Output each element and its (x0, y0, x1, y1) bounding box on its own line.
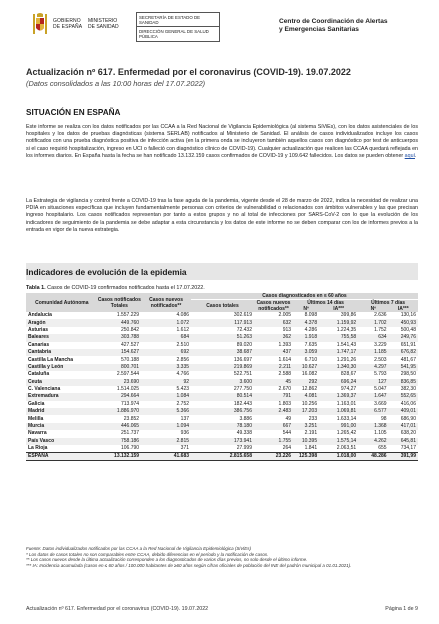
strategy-paragraph: La Estrategia de vigilancia y control frente a COVID-19 tras la fase aguda de la pandemia, vigente desde el 28 de marzo de 2022, indica la necesidad de realizar una PDIA en situaciones específicas que incluyen fundamentalmente personas con criterios de vulnerabilidad o relacionados con ámbitos vulnerables y las que precisan ingreso hospitalario. Los casos notificados representan por tanto a estos grupos y no al total de infecciones por SARS-CoV-2 con lo que la evolución de los indicadores de seguimiento de la pandemia se debe adaptar a esta circunstancia y los datos de este informe no se deben comparar con los de informes previos a la entrada en vigor de la nueva estrategia. (26, 198, 418, 233)
table-cell: 277.750 (233, 386, 252, 393)
table-cell: 48.286 (358, 453, 388, 461)
table-cell: 1.747,17 (319, 349, 358, 356)
cell-ccaa: Castilla y León (26, 364, 98, 371)
table-cell: 974,27 (340, 386, 357, 393)
table-cell: 500,48 (400, 326, 416, 333)
table-cell: 1.018,00 (319, 453, 358, 461)
table-cell: 409,01 (389, 408, 418, 415)
table-row (26, 312, 418, 319)
table-cell: 2.815 (141, 438, 191, 445)
table-cell: 10.395 (293, 438, 319, 445)
table-cell: 154.627 (98, 349, 141, 356)
table-cell: 1.755 (254, 438, 293, 445)
table-cell: 416,06 (400, 400, 416, 407)
table-cell: 399,86 (340, 312, 357, 319)
table-cell: 522.751 (233, 371, 252, 378)
cell-ccaa: Aragón (26, 319, 98, 326)
table-cell: 2.670 (278, 386, 292, 393)
table-cell: 1.340,30 (319, 364, 358, 371)
table-cell: 2.503 (374, 356, 387, 363)
table-cell: 233 (308, 415, 318, 422)
cell-ccaa: Ceuta (26, 379, 98, 386)
table-cell: 655 (378, 445, 387, 452)
table-cell: 1.918 (293, 334, 319, 341)
cases-table (26, 293, 418, 461)
table-cell: 1.163,01 (336, 400, 357, 407)
table-cell: 2.588 (278, 371, 292, 378)
cell-ccaa: Madrid (26, 408, 98, 415)
col-header-last-14: Últimos 14 días (293, 300, 358, 307)
cell-ccaa: Melilla (28, 415, 44, 422)
col-header-new: Casos nuevos notificados** (141, 293, 191, 312)
table-cell: 6.577 (358, 408, 388, 415)
directorate-label: DIRECCIÓN GENERAL DE SALUD PÚBLICA (137, 26, 219, 40)
table-cell: 1.159,92 (319, 319, 358, 326)
cell-ccaa: Cantabria (26, 349, 98, 356)
table-row (26, 445, 418, 453)
col-header-last-7: Últimos 7 días (358, 300, 418, 307)
table-cell: 5.366 (141, 408, 191, 415)
table-cell: 632 (254, 319, 293, 326)
cell-ccaa: Navarra (28, 430, 47, 437)
table-cell: 92 (141, 379, 191, 386)
table-cell: 2.191 (304, 430, 318, 437)
table-cell: 417,01 (389, 423, 418, 430)
table-cell: 696,24 (319, 379, 358, 386)
table-cell: 89.020 (236, 341, 252, 348)
table-cell: 4.766 (176, 371, 190, 378)
table-cell: 294.664 (98, 393, 141, 400)
page-footer (26, 606, 418, 612)
report-subtitle: (Datos consolidados a las 10:00 horas del 17.07.2022) (26, 79, 206, 88)
table-cell: 2.063,51 (336, 445, 357, 452)
table-cell: 692 (141, 349, 191, 356)
table-row (26, 393, 418, 400)
table-cell: 1.072 (141, 319, 191, 326)
table-row (26, 364, 418, 371)
table-cell: 173.941 (191, 438, 254, 445)
table-row (26, 438, 418, 445)
cell-ccaa: Andalucía (28, 312, 52, 319)
table-cell: 4.286 (304, 326, 318, 333)
table-cell: 2.510 (176, 341, 190, 348)
col-header-group: Casos diagnosticados en ≤ 60 años (191, 293, 418, 300)
intro-text: Este informe se realiza con los datos notificados por las CCAA a la Red Nacional de Vigilancia Epidemiológica (al sistema SiViEs), con los datos asistenciales de los hospitales y los datos de pruebas diagnósticas (sistema SERLAB) notificados al Ministerio de Sanidad. El análisis de casos individualizados incluye los casos notificados con una prueba diagnóstica positiva de infección activa (en la primera onda se incluyeron también aquellos casos con diagnóstico por test de anticuerpos si el caso requirió hospitalización, ingreso en UCI o falleció con diagnóstico clínico de COVID-19). Cualquier actualización que realicen las CCAA quedará reflejada en los informes diarios. En España hasta la fecha se han notificado 13.132.159 casos confirmados de COVID-19 y 109.642 fallecidos. Los datos se pueden obtener (26, 124, 418, 159)
table-cell: 6.710 (304, 356, 318, 363)
table-cell: 5.793 (374, 371, 387, 378)
table-cell: 1.265,42 (336, 430, 357, 437)
note-1: * Los datos de casos totales no son comparables entre CCAA, debido diferencias en el período y la notificación de casos. (26, 551, 269, 557)
table-cell: 250.842 (121, 326, 140, 333)
table-cell: 836,85 (389, 379, 418, 386)
table-row (26, 430, 418, 437)
table-cell: 7.635 (304, 341, 318, 348)
data-link[interactable]: aquí (404, 152, 415, 159)
table-notes (26, 546, 418, 568)
table-cell: 2.752 (176, 400, 190, 407)
table-cell: 1.094 (141, 423, 191, 430)
note-3: *** IA: Incidencia acumulada (casos en ≤ 60 años / 100.000 habitantes de ≥60 años según cifras oficiales de población del INE del padrón municipal a 01.01.2021). (26, 562, 352, 568)
table-cell: 1.368 (358, 423, 388, 430)
table-cell: 913 (282, 326, 292, 333)
table-cell: 382,30 (400, 386, 416, 393)
table-row (26, 371, 418, 378)
table-cell: 1.291,26 (336, 356, 357, 363)
table-row (26, 342, 418, 349)
table-cell: 734,17 (400, 445, 416, 452)
table-cell: 292 (293, 379, 319, 386)
table-cell: 78.180 (191, 423, 254, 430)
note-2: ** Los casos nuevos desde la última actualización corresponden a los diagnosticados de varios días previos, no solo desde el último informe. (26, 557, 308, 563)
table-cell: 758.186 (98, 438, 141, 445)
table-cell: 98 (381, 415, 387, 422)
indicators-heading: Indicadores de evolución de la epidemia (26, 267, 187, 277)
table-cell: 23.226 (254, 453, 293, 461)
table-cell: 12.862 (301, 386, 318, 393)
table-cell: 3.229 (374, 341, 387, 348)
intro-paragraph (26, 124, 418, 160)
table-cell: 1.557.229 (116, 312, 140, 319)
table-cell: 544 (282, 430, 292, 437)
table-cell: 136.697 (233, 356, 252, 363)
cell-ccaa: País Vasco (26, 438, 98, 445)
col-header-ccaa: Comunidad Autónoma (26, 293, 98, 312)
table-cell: 936 (180, 430, 190, 437)
table-cell: 10.256 (301, 400, 318, 407)
indicators-section-bar (26, 263, 418, 280)
table-body (26, 312, 418, 461)
table-cell: 800.701 (98, 364, 141, 371)
page-header (26, 12, 420, 52)
table-cell: 541,95 (389, 364, 418, 371)
table-cell: 1.084 (141, 393, 191, 400)
table-cell: 1.369,37 (319, 393, 358, 400)
table-cell: 1.886.970 (98, 408, 141, 415)
table-cell: 3.669 (374, 400, 387, 407)
table-cell: 676,82 (389, 349, 418, 356)
table-cell: 41.683 (141, 453, 191, 461)
cell-ccaa: Extremadura (26, 393, 98, 400)
table-cell: 10.627 (293, 364, 319, 371)
report-title: Actualización nº 617. Enfermedad por el coronavirus (COVID-19). 19.07.2022 (26, 67, 351, 77)
table-cell: 2.815.658 (191, 453, 254, 461)
table-cell: 1.841 (304, 445, 318, 452)
table-cell: 645,81 (389, 438, 418, 445)
table-cell: 686,90 (400, 415, 416, 422)
col-header-ia-7: IA*** (389, 306, 418, 312)
table-cell: 1.575,14 (319, 438, 358, 445)
table-cell: 302.619 (233, 312, 252, 319)
table-cell: 137 (180, 415, 190, 422)
coat-of-arms-icon (32, 12, 48, 38)
intro-end: . (414, 152, 417, 159)
table-cell: 2.211 (254, 364, 293, 371)
table-row (26, 401, 418, 408)
table-cell: 1.614 (278, 356, 292, 363)
table-cell: 106.790 (121, 445, 140, 452)
table-cell: 3.059 (293, 349, 319, 356)
table-cell: 219.869 (191, 364, 254, 371)
col-header-group-new: Casos nuevos notificados** (254, 300, 293, 313)
table-caption (26, 285, 205, 291)
table-total-row (26, 453, 418, 461)
table-cell: 684 (141, 334, 191, 341)
col-header-n-7: Nº (358, 306, 388, 312)
table-cell: 1.514.025 (116, 386, 140, 393)
table-cell: 651,91 (400, 341, 416, 348)
table-cell: 1.185 (358, 349, 388, 356)
table-cell: 13.132.159 (98, 453, 141, 461)
table-cell: 17.203 (293, 408, 319, 415)
cell-ccaa: Canarias (28, 341, 50, 348)
table-cell: 4.081 (293, 393, 319, 400)
col-header-n-14: Nº (293, 306, 319, 312)
table-cell: 449.760 (98, 319, 141, 326)
table-cell: 49 (285, 415, 292, 422)
table-row (26, 423, 418, 430)
table-cell: 1.393 (278, 341, 292, 348)
table-cell: 570.188 (121, 356, 140, 363)
cell-ccaa: Galicia (28, 400, 45, 407)
table-cell: 23.690 (98, 379, 141, 386)
table-cell: 3.886 (239, 415, 252, 422)
table-cell: 117.913 (191, 319, 254, 326)
table-cell: 2.636 (374, 312, 387, 319)
cell-ccaa: La Rioja (28, 445, 48, 452)
page-number: Página 1 de 9 (385, 606, 418, 612)
table-cell: 49.338 (236, 430, 252, 437)
table-cell: 4.378 (293, 319, 319, 326)
government-label: GOBIERNO DE ESPAÑA (53, 18, 83, 30)
table-cell: 4.086 (176, 312, 190, 319)
table-cell: 1.647 (358, 393, 388, 400)
table-caption-label: Tabla 1. (26, 285, 46, 291)
table-cell: 1.069,81 (319, 408, 358, 415)
table-cell: 4.262 (358, 438, 388, 445)
cell-ccaa: Baleares (26, 334, 98, 341)
table-cell: 481,67 (400, 356, 416, 363)
table-cell: 991,00 (319, 423, 358, 430)
table-cell: 667 (254, 423, 293, 430)
table-row (26, 356, 418, 363)
table-cell: 264 (282, 445, 292, 452)
secretariat-label: SECRETARÍA DE ESTADO DE SANIDAD (139, 14, 201, 25)
ministry-label: MINISTERIO DE SANIDAD (88, 18, 119, 30)
cell-ccaa: Cataluña (28, 371, 50, 378)
cell-ccaa: Murcia (26, 423, 98, 430)
table-cell: 23.852 (123, 415, 140, 422)
table-row (26, 379, 418, 386)
table-cell: 3.335 (141, 364, 191, 371)
table-row (26, 319, 418, 326)
table-cell: 125.398 (293, 453, 319, 461)
centre-label: Centro de Coordinación de Alertas y Emergencias Sanitarias (279, 18, 388, 33)
table-cell: 2.005 (278, 312, 292, 319)
table-cell: 791 (254, 393, 293, 400)
table-cell: 427.527 (121, 341, 140, 348)
table-cell: 1.752 (374, 326, 387, 333)
table-cell: 51.263 (191, 334, 254, 341)
table-cell: 391,99 (389, 453, 418, 461)
table-row (26, 334, 418, 341)
table-cell: 755,58 (319, 334, 358, 341)
table-cell: 2.483 (254, 408, 293, 415)
table-cell: 2.856 (176, 356, 190, 363)
table-cell: 80.514 (191, 393, 254, 400)
table-cell: 298,50 (400, 371, 416, 378)
table-cell: 27.999 (236, 445, 252, 452)
table-cell: 3.600 (191, 379, 254, 386)
table-cell: 1.541,43 (336, 341, 357, 348)
col-header-total: Casos notificados Totales (98, 293, 141, 312)
table-cell: 634 (358, 334, 388, 341)
situation-heading: SITUACIÓN EN ESPAÑA (26, 108, 121, 117)
table-cell: 4.297 (358, 364, 388, 371)
table-cell: 130,16 (400, 312, 416, 319)
table-cell: 1.633,14 (336, 415, 357, 422)
table-cell: 303.788 (98, 334, 141, 341)
secretariat-box (136, 12, 220, 42)
table-cell: 362 (254, 334, 293, 341)
table-cell: 5.423 (176, 386, 190, 393)
table-cell: 552,65 (389, 393, 418, 400)
table-cell: 1.702 (358, 319, 388, 326)
table-cell: 450,93 (389, 319, 418, 326)
table-cell: 1.105 (374, 430, 387, 437)
footer-title: Actualización nº 617. Enfermedad por el coronavirus (COVID-19). 19.07.2022 (26, 606, 209, 612)
col-header-ia-14: IA*** (319, 306, 358, 312)
table-row (26, 408, 418, 415)
table-cell: 3.251 (293, 423, 319, 430)
table-cell: 127 (358, 379, 388, 386)
cell-ccaa: ESPAÑA (26, 453, 98, 461)
table-cell: 713.974 (121, 400, 140, 407)
table-row (26, 327, 418, 334)
table-cell: 38.687 (191, 349, 254, 356)
table-cell: 828,67 (340, 371, 357, 378)
table-cell: 249,76 (389, 334, 418, 341)
table-cell: 437 (254, 349, 293, 356)
table-cell: 2.597.544 (116, 371, 140, 378)
table-caption-text: Casos de COVID-19 confirmados notificados hasta el 17.07.2022. (45, 285, 205, 291)
cell-ccaa: C. Valenciana (28, 386, 61, 393)
table-cell: 45 (254, 379, 293, 386)
table-row (26, 349, 418, 356)
table-cell: 1.612 (176, 326, 190, 333)
table-cell: 16.082 (301, 371, 318, 378)
table-row (26, 386, 418, 393)
cell-ccaa: Asturias (28, 326, 49, 333)
table-cell: 446.065 (98, 423, 141, 430)
col-header-group-total: Casos totales (191, 300, 254, 313)
table-cell: 638,20 (400, 430, 416, 437)
table-cell: 371 (180, 445, 190, 452)
table-cell: 1.224,35 (336, 326, 357, 333)
table-cell: 1.803 (278, 400, 292, 407)
table-cell: 251.737 (121, 430, 140, 437)
table-cell: 5.047 (374, 386, 387, 393)
table-cell: 72.432 (236, 326, 252, 333)
table-cell: 386.756 (191, 408, 254, 415)
table-cell: 8.098 (304, 312, 318, 319)
table-cell: 182.443 (233, 400, 252, 407)
cell-ccaa: Castilla La Mancha (28, 356, 74, 363)
note-source: Fuente: Datos individualizados notificados por las CCAA a la Red Nacional de Vigilancia Epidemiológica (SiViEs) (26, 546, 252, 551)
table-row (26, 415, 418, 422)
